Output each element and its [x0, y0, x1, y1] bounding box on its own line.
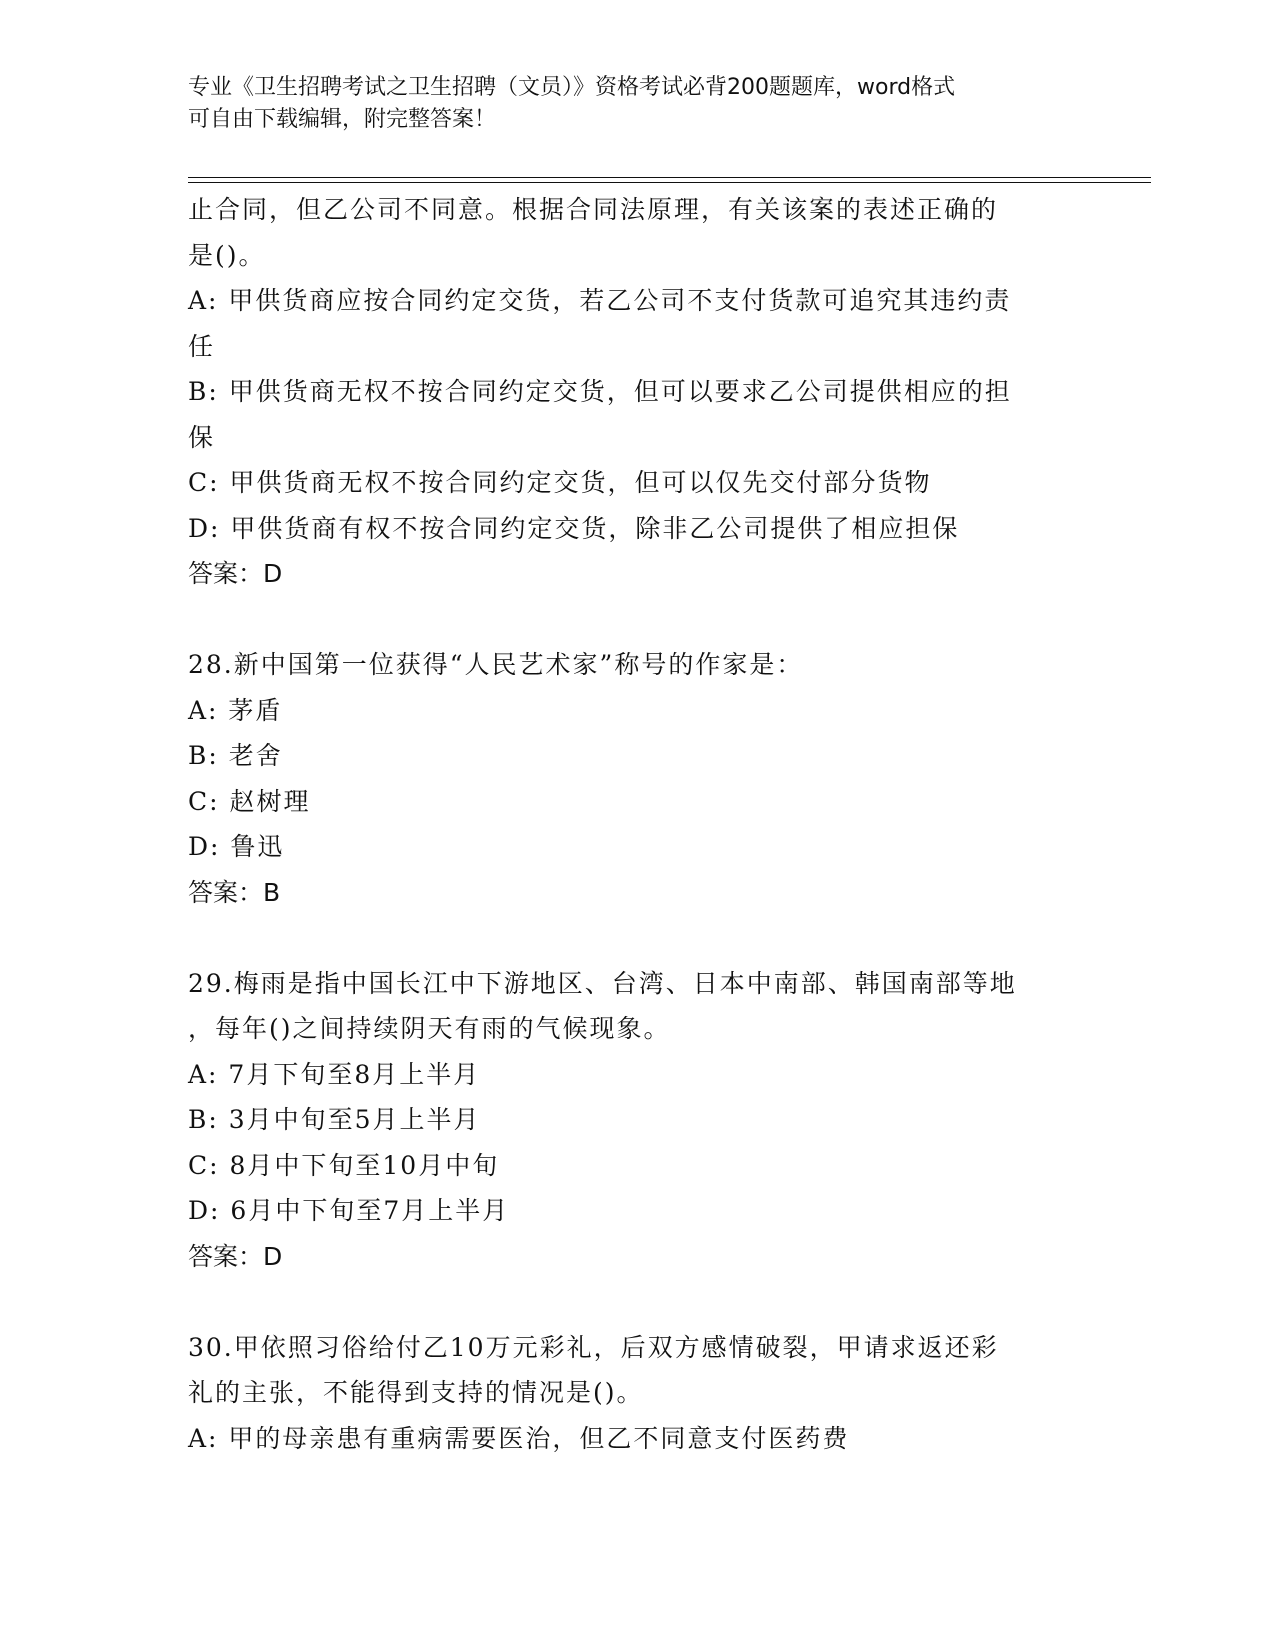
- option-c: C: 8月中下旬至10月中旬: [188, 1150, 500, 1180]
- question-content: [188, 187, 1088, 1461]
- answer: 答案：D: [188, 1241, 283, 1271]
- option-b-line: B: 甲供货商无权不按合同约定交货，但可以要求乙公司提供相应的担: [188, 377, 1012, 406]
- option-b: B: 老舍: [188, 741, 283, 770]
- question-stem-line: 是()。: [188, 240, 266, 270]
- option-b-line: 保: [188, 422, 216, 452]
- option-a-line: A: 甲供货商应按合同约定交货，若乙公司不支付货款可追究其违约责: [188, 286, 1012, 315]
- question-stem-line: 29.梅雨是指中国长江中下游地区、台湾、日本中南部、韩国南部等地: [188, 968, 1017, 998]
- header-divider: [188, 177, 1151, 183]
- question-stem: 28.新中国第一位获得“人民艺术家”称号的作家是：: [188, 650, 804, 679]
- option-a: A: 7月下旬至8月上半月: [188, 1059, 481, 1089]
- header-title-line-2: 可自由下载编辑，附完整答案！: [188, 107, 497, 132]
- question-stem-line: 止合同，但乙公司不同意。根据合同法原理，有关该案的表述正确的: [188, 195, 999, 224]
- document-header: [188, 72, 1088, 136]
- divider-line-top: [188, 177, 1151, 178]
- option-a: A: 甲的母亲患有重病需要医治，但乙不同意支付医药费: [188, 1423, 850, 1453]
- question-30: [188, 1325, 1088, 1462]
- question-stem-line: ，每年()之间持续阴天有雨的气候现象。: [188, 1014, 671, 1043]
- answer: 答案：D: [188, 559, 283, 588]
- question-28: [188, 642, 1088, 915]
- divider-line-bottom: [188, 182, 1151, 183]
- option-d: D: 鲁迅: [188, 832, 285, 861]
- header-title-line-1: 专业《卫生招聘考试之卫生招聘（文员）》资格考试必背200题题库，word格式: [188, 75, 956, 100]
- question-spacer: [188, 1279, 1088, 1325]
- question-stem-line: 30.甲依照习俗给付乙10万元彩礼，后双方感情破裂，甲请求返还彩: [188, 1332, 999, 1362]
- option-c: C: 甲供货商无权不按合同约定交货，但可以仅先交付部分货物: [188, 468, 932, 497]
- option-d: D: 6月中下旬至7月上半月: [188, 1196, 510, 1225]
- option-a: A: 茅盾: [188, 695, 283, 725]
- option-c: C: 赵树理: [188, 786, 311, 816]
- question-27: [188, 187, 1088, 597]
- question-spacer: [188, 597, 1088, 643]
- option-b: B: 3月中旬至5月上半月: [188, 1105, 481, 1134]
- question-spacer: [188, 915, 1088, 961]
- question-29: [188, 961, 1088, 1280]
- question-stem-line: 礼的主张，不能得到支持的情况是()。: [188, 1378, 644, 1407]
- answer: 答案：B: [188, 877, 281, 907]
- option-a-line: 任: [188, 331, 216, 361]
- option-d: D: 甲供货商有权不按合同约定交货，除非乙公司提供了相应担保: [188, 513, 960, 543]
